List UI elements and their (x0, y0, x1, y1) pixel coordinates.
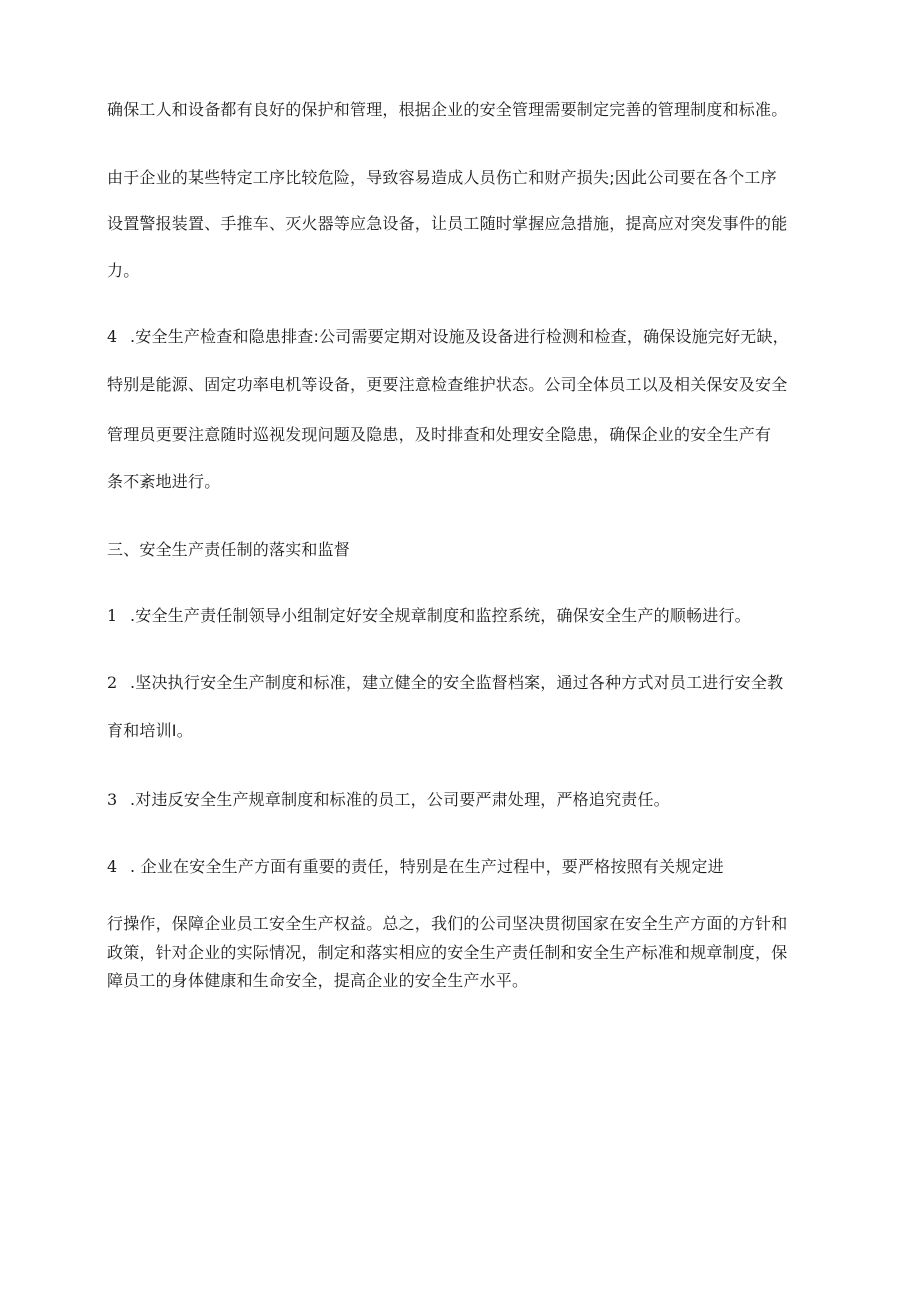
paragraph-3-line-3: 管理员更要注意随时巡视发现问题及隐患，及时排查和处理安全隐患，确保企业的安全生产有 (107, 425, 772, 444)
paragraph-2-line-1: 由于企业的某些特定工序比较危险，导致容易造成人员伤亡和财产损失;因此公司要在各个工序 (107, 168, 777, 187)
paragraph-3-line-2: 特别是能源、固定功率电机等设备，更要注意检查维护状态。公司全体员工以及相关保安及安全 (107, 375, 788, 394)
list-number: 3 (107, 790, 118, 809)
closing-line-1: 行操作，保障企业员工安全生产权益。总之，我们的公司坚决贯彻国家在安全生产方面的方针和 (107, 914, 788, 933)
section-heading: 三、安全生产责任制的落实和监督 (107, 540, 351, 559)
paragraph-1-line-1: 确保工人和设备都有良好的保护和管理，根据企业的安全管理需要制定完善的管理制度和标准。 (107, 100, 788, 119)
list-item-1 (107, 606, 751, 626)
paragraph-2-line-2: 设置警报装置、手推车、灭火器等应急设备，让员工随时掌握应急措施，提高应对突发事件的能 (107, 214, 788, 233)
list-number: 4 (107, 327, 118, 346)
list-item-2-line-1 (107, 673, 783, 693)
paragraph-2-line-3: 力。 (107, 261, 140, 280)
list-item-4-text: . 企业在安全生产方面有重要的责任，特别是在生产过程中，要严格按照有关规定进 (130, 857, 724, 876)
list-number: 4 (107, 857, 118, 876)
closing-line-3: 障员工的身体健康和生命安全，提高企业的安全生产水平。 (107, 971, 529, 990)
list-item-3-text: .对违反安全生产规章制度和标准的员工，公司要严肃处理，严格追究责任。 (130, 790, 670, 809)
list-number: 1 (107, 606, 118, 625)
list-item-2-text-1: .坚决执行安全生产制度和标准，建立健全的安全监督档案，通过各种方式对员工进行安全教 (130, 673, 784, 692)
list-item-1-text: .安全生产责任制领导小组制定好安全规章制度和监控系统，确保安全生产的顺畅进行。 (130, 606, 751, 625)
paragraph-3-text-1: .安全生产检查和隐患排查:公司需要定期对设施及设备进行检测和检查，确保设施完好无缺， (130, 327, 789, 346)
list-item-2-line-2: 育和培训I。 (107, 721, 193, 740)
list-item-4 (107, 857, 724, 877)
paragraph-3-line-4: 条不紊地进行。 (107, 472, 221, 491)
list-item-3 (107, 790, 670, 810)
list-number: 2 (107, 673, 118, 692)
paragraph-3-line-1 (107, 327, 789, 347)
closing-line-2: 政策，针对企业的实际情况，制定和落实相应的安全生产责任制和安全生产标准和规章制度，保 (107, 943, 788, 962)
